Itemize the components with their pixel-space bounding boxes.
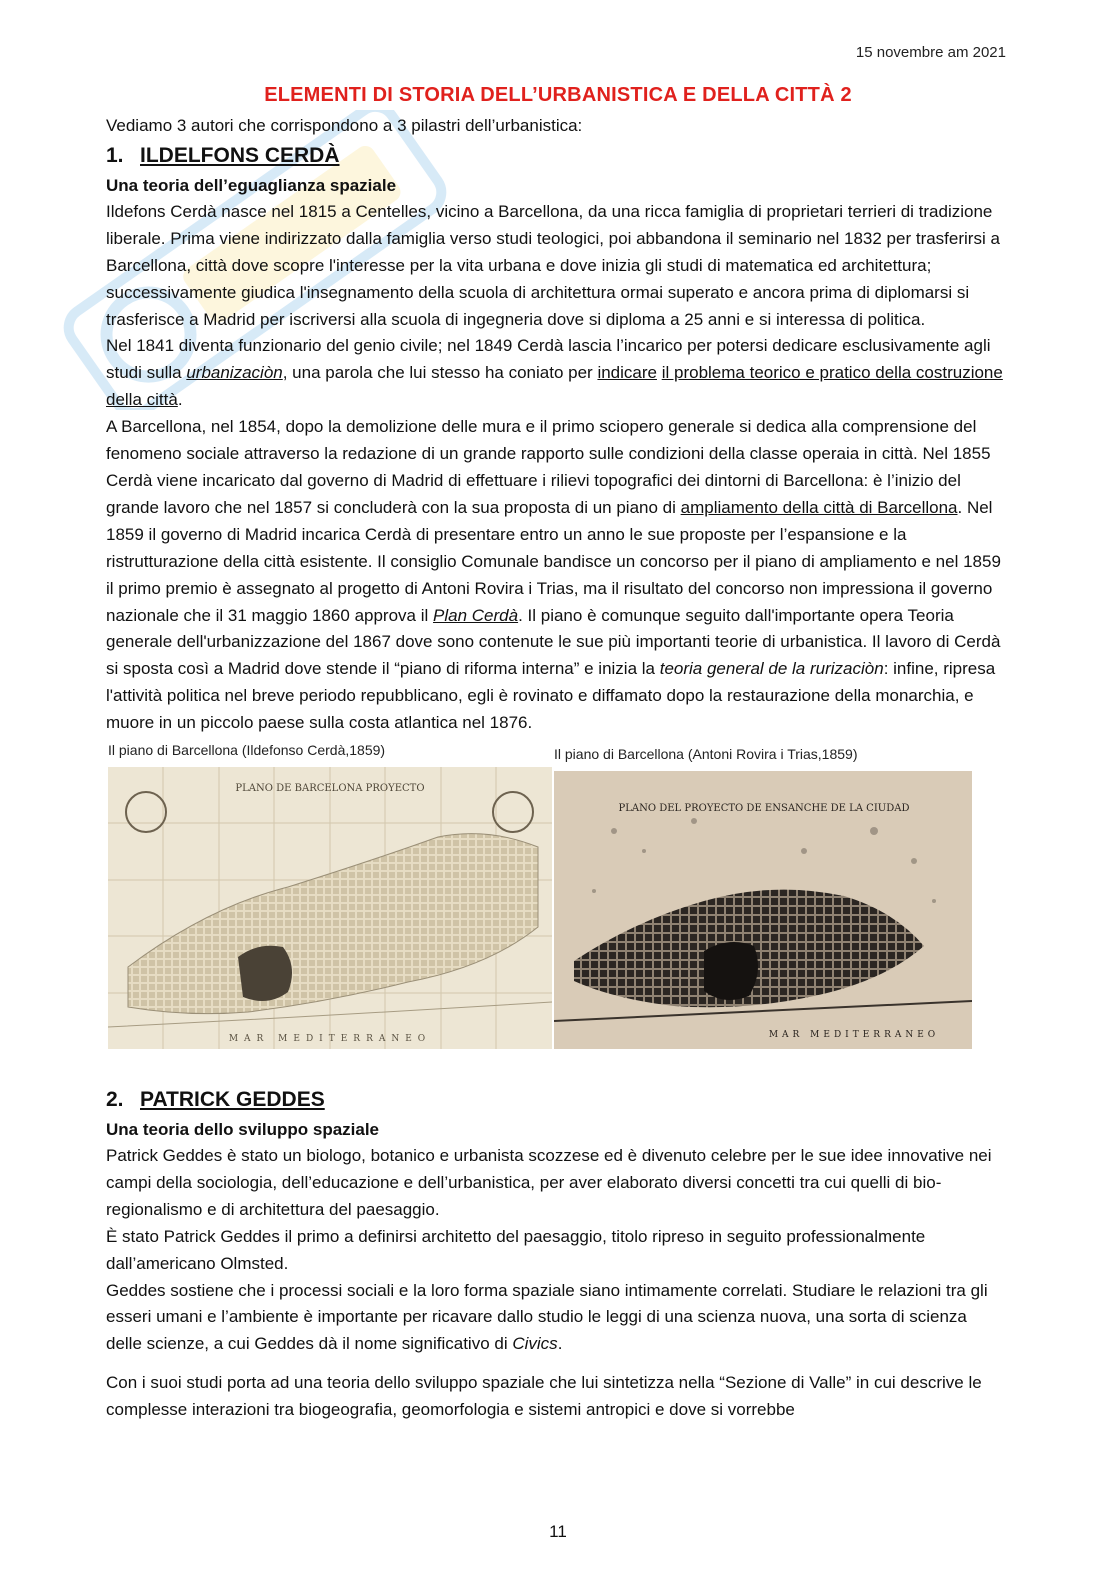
document-date: 15 novembre am 2021: [855, 44, 1006, 61]
section-1-number: 1.: [106, 143, 124, 167]
text-run: Geddes sostiene che i processi sociali e la loro forma spaziale siano intimamente correlati. Studiare le relazioni tra gli esseri umani e l’ambiente è importante per ricavare dallo studio le leggi di una scienza nuova, una sorta di scienza delle scienze, a cui Geddes dà il nome significativo di: [106, 1280, 988, 1354]
text-run: .: [177, 390, 183, 410]
term-plan-cerda: Plan Cerdà: [433, 605, 519, 625]
section-2-subheading: Una teoria dello sviluppo spaziale: [106, 1120, 380, 1140]
document-title: ELEMENTI DI STORIA DELL’URBANISTICA E DELLA CITTÀ 2: [264, 84, 852, 106]
term-teoria-general: teoria general de la rurizaciòn: [659, 659, 884, 679]
section-1-title: ILDELFONS CERDÀ: [140, 143, 340, 167]
figures-row: [106, 741, 1006, 1066]
section-2-number: 2.: [106, 1088, 124, 1112]
section-2-paragraph-4: Con i suoi studi porta ad una teoria dello sviluppo spaziale che lui sintetizza nella “Sezione di Valle” in cui descrive le complesse interazioni tra biogeografia, geomorfologia e sistemi antropici e dove si vorrebbe: [106, 1373, 982, 1420]
cerda-map-sea-label: MAR MEDITERRANEO: [228, 1034, 432, 1045]
figure-left-caption: Il piano di Barcellona (Ildefonso Cerdà,1859): [108, 742, 386, 759]
text-run: . Nel 1859 il governo di Madrid incarica Cerdà di presentare entro un anno le sue proposte per l’espansione e la ristrutturazione della città esistente. Il consiglio Comunale bandisce un concorso per il piano di ampliamento e nel 1859 il primo premio è assegnato al progetto di Antoni Rovira i Trias, ma il risultato del concorso non impressiona il governo nazionale che il 31 maggio 1860 approva il: [106, 497, 1001, 625]
figure-cerda-plan: [108, 741, 552, 1049]
text-run: .: [557, 1334, 563, 1354]
rovira-map-image: [554, 771, 972, 1049]
section-2-heading: [106, 1084, 1006, 1116]
text-run: . Il piano è comunque seguito dall'importante opera Teoria generale dell'urbanizzazione del 1867 dove sono contenute le sue più importanti teorie di urbanistica. Il lavoro di Cerdà si sposta così a Madrid dove stende il “piano di riforma interna” e inizia la: [106, 605, 1001, 679]
underlined-ampliamento: ampliamento della città di Barcellona: [680, 497, 958, 517]
section-2-paragraph-1: Patrick Geddes è stato un biologo, botanico e urbanista scozzese ed è divenuto celebre per le sue idee innovative nei campi della sociologia, dell’educazione e dell’urbanistica, per aver elaborato diversi concetti tra cui quelli di bio-regionalismo e di architettura del paesaggio.: [106, 1146, 992, 1219]
figure-rovira-plan: [554, 741, 972, 1049]
section-2-paragraph-2: È stato Patrick Geddes il primo a definirsi architetto del paesaggio, titolo ripreso in seguito professionalmente dall’americano Olmsted.: [106, 1226, 926, 1273]
term-civics: Civics: [512, 1334, 558, 1354]
text-run: , una parola che lui stesso ha coniato per: [282, 363, 598, 383]
section-1-heading: [106, 140, 1006, 172]
text-run: A Barcellona, nel 1854, dopo la demolizione delle mura e il primo sciopero generale si dedica alla comprensione del fenomeno sociale attraverso la redazione di un grande rapporto sulle condizioni della classe operaia in città. Nel 1855 Cerdà viene incaricato dal governo di Madrid di effettuare i rilievi topografici dei dintorni di Barcellona: è l’inizio del grande lavoro che nel 1857 si concluderà con la sua proposta di un piano di: [106, 417, 991, 517]
rovira-map-title: PLANO DEL PROYECTO DE ENSANCHE DE LA CIUDAD: [618, 803, 910, 815]
section-2-paragraph-3: [106, 1278, 1006, 1359]
section-1-paragraph-2: [106, 333, 1006, 414]
section-1-paragraph-3: [106, 414, 1006, 737]
text-run: : infine, ripresa l'attività politica nel breve periodo repubblicano, egli è rovinato e diffamato dopo la restaurazione della monarchia, e muore in un piccolo paese sulla costa atlantica nel 1876.: [106, 659, 996, 733]
intro-text: Vediamo 3 autori che corrispondono a 3 pilastri dell’urbanistica:: [106, 116, 583, 135]
cerda-map-title: PLANO DE BARCELONA PROYECTO: [235, 783, 425, 795]
text-run: Nel 1841 diventa funzionario del genio civile; nel 1849 Cerdà lascia l’incarico per potersi dedicare esclusivamente agli studi sulla: [106, 336, 991, 383]
term-urbanizacion: urbanizaciòn: [186, 363, 283, 383]
figure-right-caption: Il piano di Barcellona (Antoni Rovira i Trias,1859): [554, 746, 858, 763]
cerda-map-image: [108, 767, 552, 1049]
section-1-subheading: Una teoria dell’eguaglianza spaziale: [106, 175, 397, 195]
rovira-map-sea-label: MAR MEDITERRANEO: [768, 1030, 940, 1041]
section-1-paragraph-1: Ildefons Cerdà nasce nel 1815 a Centelles, vicino a Barcellona, da una ricca famiglia di proprietari terrieri di tradizione liberale. Prima viene indirizzato dalla famiglia verso studi teologici, poi abbandona il seminario nel 1832 per trasferirsi a Barcellona, città dove scopre l'interesse per la vita urbana e dove inizia gli studi di matematica ed architettura; successivamente giudica l'insegnamento della scuola di architettura ormai superato e ancora prima di diplomarsi si trasferisce a Madrid per iscriversi alla scuola di ingegneria dove si diploma a 25 anni e si interessa di politica.: [106, 201, 1000, 329]
document-body: [106, 113, 1006, 1424]
underlined-problema: il problema teorico e pratico della costruzione della città: [106, 363, 1003, 410]
page-number: 11: [549, 1522, 567, 1541]
section-2-title: PATRICK GEDDES: [140, 1088, 325, 1112]
underlined-indicare: indicare: [597, 363, 657, 383]
